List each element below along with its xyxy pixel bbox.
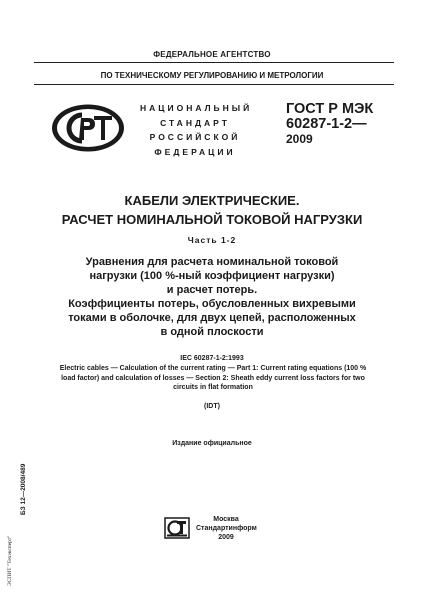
header-divider [34,62,394,63]
idt-label: (IDT) [204,403,220,410]
subtitle-line-1: Уравнения для расчета номинальной токовой [85,256,339,268]
designation-line-2: 60287-1-2— [286,116,367,132]
ns-line-2: СТАНДАРТ [160,117,230,128]
en-title-line-2: load factor) and calculation of losses — Section 2: Sheath eddy current loss factors for two [61,374,365,382]
document-title [0,191,424,229]
en-title-line-1: Electric cables — Calculation of the current rating — Part 1: Current rating equations (100 % [59,365,367,372]
title-line-2: РАСЧЕТ НОМИНАЛЬНОЙ ТОКОВОЙ НАГРУЗКИ [61,212,363,227]
en-title-line-3: circuits in flat formation [173,384,253,392]
subtitle-line-4: Коэффициенты потерь, обусловленных вихревыми [68,298,356,310]
designation-year: 2009 [286,132,313,146]
publisher-city: Москва [213,516,239,523]
english-title [58,364,368,393]
ns-line-4: ФЕДЕРАЦИИ [154,146,236,157]
subtitle-line-6: в одной плоскости [160,326,264,338]
subtitle-line-5: токами в оболочке, для двух цепей, расположенных [68,312,356,324]
title-line-1: КАБЕЛИ ЭЛЕКТРИЧЕСКИЕ. [124,193,300,208]
subtitle-line-3: и расчет потерь. [166,284,258,296]
agency-line-1: ФЕДЕРАЛЬНОЕ АГЕНТСТВО [153,50,271,59]
standard-designation [286,102,373,147]
designation-line-1: ГОСТ Р МЭК [286,101,374,117]
ns-line-1: НАЦИОНАЛЬНЫЙ [140,103,253,113]
publisher-block [196,515,256,542]
subtitle-line-2: нагрузки (100 %-ный коэффициент нагрузки) [89,270,335,282]
publisher-year: 2009 [218,534,234,541]
side-stamp: ЭСПИТ "Техэксперт" [7,535,13,586]
edition-label: Издание официальное [172,440,252,447]
publisher-name: Стандартинформ [196,525,257,532]
national-standard-label [140,101,253,159]
side-code: БЗ 12—2008/489 [20,463,27,515]
ns-line-3: РОССИЙСКОЙ [149,132,241,142]
iec-reference: IEC 60287-1-2:1993 [180,355,244,362]
part-label: Часть 1-2 [187,235,237,245]
standartinform-icon [164,517,190,539]
rst-logo-icon [50,103,126,153]
header-divider-bottom [34,84,394,85]
agency-line-2: ПО ТЕХНИЧЕСКОМУ РЕГУЛИРОВАНИЮ И МЕТРОЛОГИИ [100,71,324,80]
document-subtitle [0,255,424,339]
